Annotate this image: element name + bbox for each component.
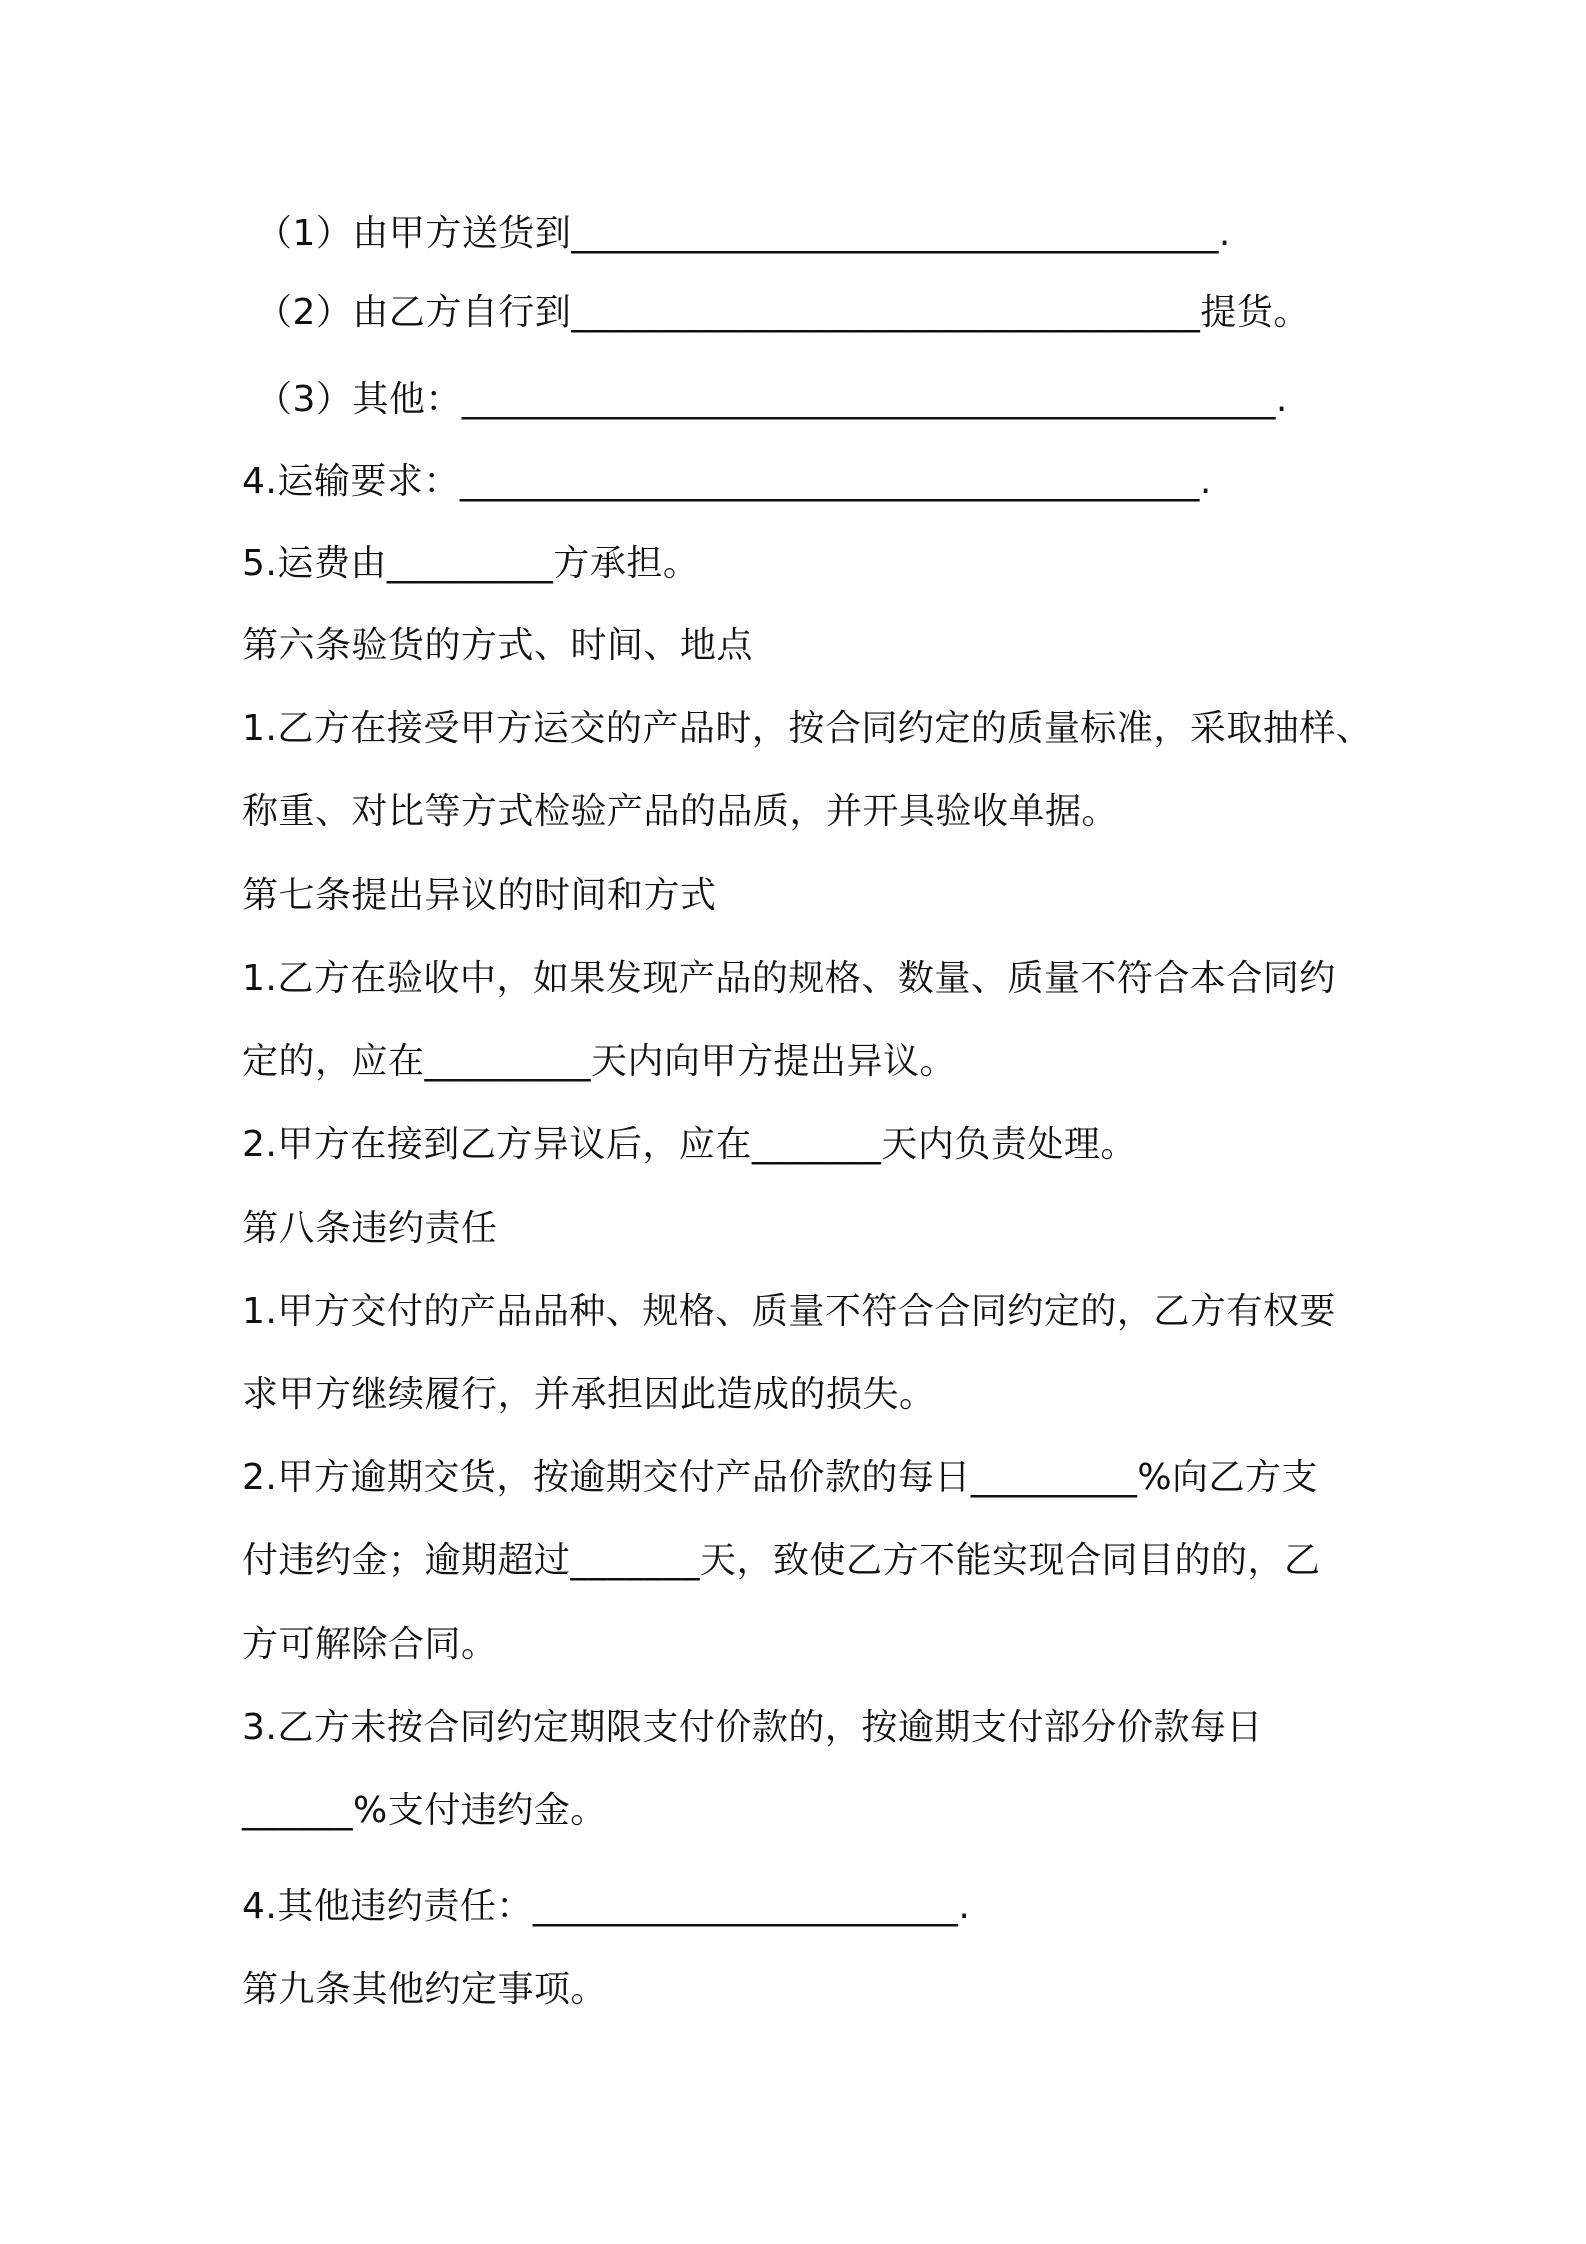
delivery-option-3: （3）其他：____________________________________________. [256, 379, 1288, 420]
article-6-clause-1-line-2: 称重、对比等方式检验产品的品质，并开具验收单据。 [242, 791, 1119, 832]
article-6-heading: 第六条验货的方式、时间、地点 [242, 625, 754, 666]
article-6-clause-1-line-1: 1.乙方在接受甲方运交的产品时，按合同约定的质量标准，采取抽样、 [242, 708, 1373, 749]
freight-bearer: 5.运费由_________方承担。 [242, 543, 700, 584]
article-8-clause-3-line-2: ______%支付违约金。 [242, 1790, 607, 1831]
article-8-clause-3-line-1: 3.乙方未按合同约定期限支付价款的，按逾期支付部分价款每日 [242, 1707, 1263, 1748]
delivery-option-2: （2）由乙方自行到__________________________________提货。 [256, 292, 1310, 333]
article-7-clause-2: 2.甲方在接到乙方异议后，应在_______天内负责处理。 [242, 1124, 1137, 1165]
article-8-heading: 第八条违约责任 [242, 1208, 498, 1249]
article-9-heading: 第九条其他约定事项。 [242, 1969, 608, 2010]
article-8-clause-2-line-1: 2.甲方逾期交货，按逾期交付产品价款的每日_________%向乙方支 [242, 1457, 1319, 1498]
transport-requirement: 4.运输要求：________________________________________. [242, 461, 1212, 502]
article-7-clause-1-line-1: 1.乙方在验收中，如果发现产品的规格、数量、质量不符合本合同约 [242, 958, 1336, 999]
article-8-clause-4: 4.其他违约责任：_______________________. [242, 1886, 971, 1927]
article-7-clause-1-line-2: 定的，应在_________天内向甲方提出异议。 [242, 1041, 957, 1082]
article-8-clause-2-line-2: 付违约金；逾期超过_______天，致使乙方不能实现合同目的的，乙 [242, 1540, 1321, 1581]
article-7-heading: 第七条提出异议的时间和方式 [242, 875, 717, 916]
article-8-clause-2-line-3: 方可解除合同。 [242, 1624, 498, 1665]
delivery-option-1: （1）由甲方送货到___________________________________. [256, 213, 1231, 254]
article-8-clause-1-line-1: 1.甲方交付的产品品种、规格、质量不符合合同约定的，乙方有权要 [242, 1291, 1336, 1332]
article-8-clause-1-line-2: 求甲方继续履行，并承担因此造成的损失。 [242, 1374, 936, 1415]
